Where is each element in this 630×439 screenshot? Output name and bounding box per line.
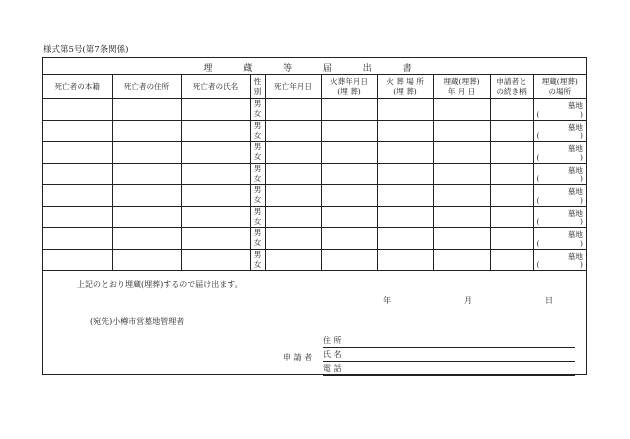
address-cell[interactable]: [112, 142, 181, 164]
sex-male[interactable]: 男: [253, 99, 262, 109]
death-date-cell[interactable]: [265, 99, 321, 121]
burial-place-cell[interactable]: [533, 249, 586, 271]
title-row: [43, 58, 586, 75]
burial-place-cell[interactable]: [533, 99, 586, 121]
name-cell[interactable]: [181, 249, 250, 271]
applicant-name-field[interactable]: 氏 名: [323, 350, 575, 362]
name-cell[interactable]: [181, 185, 250, 207]
honseki-cell[interactable]: [43, 163, 112, 185]
declaration-statement: 上記のとおり埋蔵(埋葬)するので届け出ます。: [77, 280, 243, 289]
sex-female[interactable]: 女: [253, 130, 262, 140]
header-burial-place: 埋蔵(埋葬) の場所: [533, 75, 586, 99]
honseki-cell[interactable]: [43, 249, 112, 271]
sex-cell[interactable]: [250, 185, 265, 207]
relation-cell[interactable]: [490, 249, 533, 271]
burial-table: [43, 75, 586, 271]
date-year: 年: [383, 296, 391, 305]
honseki-cell[interactable]: [43, 228, 112, 250]
name-cell[interactable]: [181, 120, 250, 142]
sex-cell[interactable]: [250, 120, 265, 142]
header-cremation-date: 火葬年月日 (埋 葬): [321, 75, 377, 99]
burial-place-cell[interactable]: [533, 185, 586, 207]
table-row: [43, 228, 586, 250]
date-field[interactable]: [383, 295, 553, 306]
address-cell[interactable]: [112, 120, 181, 142]
grave-parens: ( ): [536, 195, 583, 205]
table-row: [43, 99, 586, 121]
table-row: [43, 120, 586, 142]
sex-male[interactable]: 男: [253, 163, 262, 173]
sex-female[interactable]: 女: [253, 216, 262, 226]
cremation-date-cell[interactable]: [321, 142, 377, 164]
sex-cell[interactable]: [250, 228, 265, 250]
cremation-place-cell[interactable]: [377, 206, 433, 228]
honseki-cell[interactable]: [43, 99, 112, 121]
grave-suffix: 墓地: [567, 187, 583, 196]
address-cell[interactable]: [112, 163, 181, 185]
death-date-cell[interactable]: [265, 228, 321, 250]
header-address: 死亡者の住所: [112, 75, 181, 99]
cremation-date-cell[interactable]: [321, 99, 377, 121]
relation-cell[interactable]: [490, 206, 533, 228]
cremation-place-cell[interactable]: [377, 142, 433, 164]
grave-suffix: 墓地: [567, 122, 583, 132]
sex-cell[interactable]: [250, 206, 265, 228]
header-cremation-place: 火 葬 場 所 (埋 葬): [377, 75, 433, 99]
table-row: [43, 163, 586, 185]
relation-cell[interactable]: [490, 163, 533, 185]
burial-place-cell[interactable]: [533, 206, 586, 228]
header-sex: 性 別: [250, 75, 265, 99]
sex-cell[interactable]: [250, 142, 265, 164]
relation-cell[interactable]: [490, 120, 533, 142]
grave-suffix: 墓地: [567, 144, 583, 153]
addressee: (宛先)小樽市営墓地管理者: [90, 317, 185, 326]
burial-place-cell[interactable]: [533, 228, 586, 250]
death-date-cell[interactable]: [265, 249, 321, 271]
cremation-date-cell[interactable]: [321, 249, 377, 271]
relation-cell[interactable]: [490, 185, 533, 207]
grave-parens: ( ): [536, 174, 583, 183]
grave-parens: ( ): [536, 131, 583, 140]
sex-male[interactable]: 男: [253, 249, 262, 259]
header-relation: 申請者と の続き柄: [490, 75, 533, 99]
burial-date-cell[interactable]: [433, 99, 490, 121]
sex-cell[interactable]: [250, 249, 265, 271]
burial-date-cell[interactable]: [433, 206, 490, 228]
cremation-date-cell[interactable]: [321, 163, 377, 185]
sex-female[interactable]: 女: [253, 152, 262, 162]
cremation-date-cell[interactable]: [321, 185, 377, 207]
sex-male[interactable]: 男: [253, 120, 262, 130]
burial-notification-form: [42, 57, 587, 375]
burial-date-cell[interactable]: [433, 185, 490, 207]
relation-cell[interactable]: [490, 228, 533, 250]
death-date-cell[interactable]: [265, 142, 321, 164]
cremation-place-cell[interactable]: [377, 228, 433, 250]
date-day: 日: [545, 296, 553, 305]
name-cell[interactable]: [181, 228, 250, 250]
header-death-date: 死亡年月日: [265, 75, 321, 99]
cremation-date-cell[interactable]: [321, 228, 377, 250]
sex-female[interactable]: 女: [253, 259, 262, 269]
form-title: 埋 蔵 等 届 出 書: [203, 64, 426, 74]
grave-parens: ( ): [536, 217, 583, 226]
name-cell[interactable]: [181, 142, 250, 164]
address-cell[interactable]: [112, 249, 181, 271]
cremation-place-cell[interactable]: [377, 163, 433, 185]
grave-parens: ( ): [536, 152, 583, 162]
address-cell[interactable]: [112, 185, 181, 207]
death-date-cell[interactable]: [265, 185, 321, 207]
honseki-cell[interactable]: [43, 206, 112, 228]
death-date-cell[interactable]: [265, 163, 321, 185]
burial-date-cell[interactable]: [433, 249, 490, 271]
grave-suffix: 墓地: [567, 230, 583, 239]
table-row: [43, 142, 586, 164]
sex-cell[interactable]: [250, 99, 265, 121]
sex-cell[interactable]: [250, 163, 265, 185]
honseki-cell[interactable]: [43, 120, 112, 142]
grave-suffix: 墓地: [567, 251, 583, 261]
applicant-address-field[interactable]: 住 所: [323, 336, 575, 348]
sex-female[interactable]: 女: [253, 109, 262, 119]
burial-date-cell[interactable]: [433, 120, 490, 142]
header-name: 死亡者の氏名: [181, 75, 250, 99]
burial-place-cell[interactable]: [533, 120, 586, 142]
sex-female[interactable]: 女: [253, 173, 262, 183]
sex-male[interactable]: 男: [253, 185, 262, 195]
burial-date-cell[interactable]: [433, 163, 490, 185]
table-row: [43, 206, 586, 228]
sex-male[interactable]: 男: [253, 206, 262, 216]
burial-date-cell[interactable]: [433, 228, 490, 250]
sex-male[interactable]: 男: [253, 142, 262, 152]
header-honseki: 死亡者の本籍: [43, 75, 112, 99]
name-cell[interactable]: [181, 206, 250, 228]
header-row: [43, 75, 586, 99]
name-cell[interactable]: [181, 99, 250, 121]
cremation-place-cell[interactable]: [377, 185, 433, 207]
table-row: [43, 185, 586, 207]
cremation-date-cell[interactable]: [321, 206, 377, 228]
grave-parens: ( ): [536, 238, 583, 248]
cremation-place-cell[interactable]: [377, 99, 433, 121]
grave-suffix: 墓地: [567, 101, 583, 110]
name-cell[interactable]: [181, 163, 250, 185]
form-number-label: 様式第5号(第7条関係): [43, 45, 129, 55]
honseki-cell[interactable]: [43, 142, 112, 164]
table-row: [43, 249, 586, 271]
applicant-phone-field[interactable]: 電 話: [323, 364, 575, 376]
death-date-cell[interactable]: [265, 206, 321, 228]
cremation-place-cell[interactable]: [377, 249, 433, 271]
burial-place-cell[interactable]: [533, 142, 586, 164]
declaration-section: [43, 269, 586, 374]
address-cell[interactable]: [112, 206, 181, 228]
sex-male[interactable]: 男: [253, 228, 262, 238]
cremation-date-cell[interactable]: [321, 120, 377, 142]
applicant-label: 申 請 者: [283, 353, 313, 362]
address-cell[interactable]: [112, 228, 181, 250]
death-date-cell[interactable]: [265, 120, 321, 142]
grave-parens: ( ): [536, 109, 583, 119]
grave-suffix: 墓地: [567, 165, 583, 175]
cremation-place-cell[interactable]: [377, 120, 433, 142]
burial-place-cell[interactable]: [533, 163, 586, 185]
grave-suffix: 墓地: [567, 208, 583, 218]
sex-female[interactable]: 女: [253, 195, 262, 205]
relation-cell[interactable]: [490, 99, 533, 121]
header-burial-date: 埋蔵(埋葬) 年 月 日: [433, 75, 490, 99]
relation-cell[interactable]: [490, 142, 533, 164]
burial-date-cell[interactable]: [433, 142, 490, 164]
sex-female[interactable]: 女: [253, 238, 262, 248]
grave-parens: ( ): [536, 260, 583, 269]
address-cell[interactable]: [112, 99, 181, 121]
honseki-cell[interactable]: [43, 185, 112, 207]
date-month: 月: [464, 296, 472, 305]
